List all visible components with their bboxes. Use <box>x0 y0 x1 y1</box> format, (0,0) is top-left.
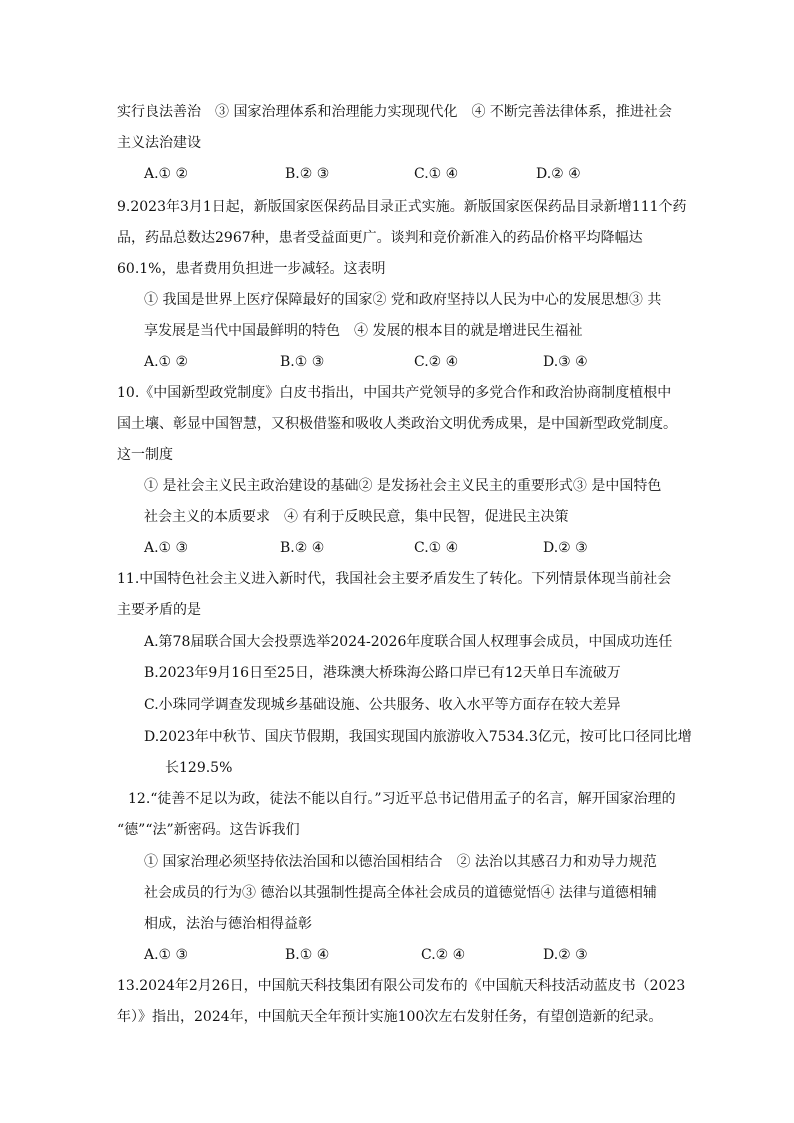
q9-option-c[interactable]: C.② ④ <box>414 354 459 370</box>
q9-statement-line-2: 享发展是当代中国最鲜明的特色 ④ 发展的根本目的就是增进民生福祉 <box>144 323 583 339</box>
q12-stem-line-1: 12.“徒善不足以为政，徒法不能以自行。”习近平总书记借用孟子的名言，解开国家治理的 <box>128 791 676 807</box>
q10-stem-line-2: 国土壤、彰显中国智慧，又积极借鉴和吸收人类政治文明优秀成果，是中国新型政党制度。 <box>117 416 677 432</box>
q8-statement-line-1: 实行良法善治 ③ 国家治理体系和治理能力实现现代化 ④ 不断完善法律体系，推进社会 <box>117 104 672 120</box>
q8-option-c[interactable]: C.① ④ <box>414 166 459 182</box>
q11-stem-line-2: 主要矛盾的是 <box>117 602 201 618</box>
q9-stem-line-1: 9.2023年3月1日起，新版国家医保药品目录正式实施。新版国家医保药品目录新增111个药 <box>117 199 687 215</box>
q8-statement-line-2: 主义法治建设 <box>117 135 201 151</box>
q10-stem-line-1: 10.《中国新型政党制度》白皮书指出，中国共产党领导的多党合作和政治协商制度植根中 <box>117 385 672 401</box>
q9-statement-line-1: ① 我国是世界上医疗保障最好的国家② 党和政府坚持以人民为中心的发展思想③ 共 <box>144 292 662 308</box>
q10-statement-line-1: ① 是社会主义民主政治建设的基础② 是发扬社会主义民主的重要形式③ 是中国特色 <box>144 478 662 494</box>
q11-stem-line-1: 11.中国特色社会主义进入新时代，我国社会主要矛盾发生了转化。下列情景体现当前社会 <box>117 571 672 587</box>
q9-option-b[interactable]: B.① ③ <box>280 354 325 370</box>
q12-option-a[interactable]: A.① ③ <box>144 947 189 963</box>
q11-choice-c[interactable]: C.小珠同学调查发现城乡基础设施、公共服务、收入水平等方面存在较大差异 <box>144 697 621 713</box>
q12-stem-line-2: “德”“法”新密码。这告诉我们 <box>117 822 300 838</box>
q10-stem-line-3: 这一制度 <box>117 447 173 463</box>
q13-stem-line-1: 13.2024年2月26日，中国航天科技集团有限公司发布的《中国航天科技活动蓝皮书（2023 <box>117 978 686 994</box>
q9-stem-line-3: 60.1%，患者费用负担进一步减轻。这表明 <box>117 261 386 277</box>
q8-option-a[interactable]: A.① ② <box>144 166 189 182</box>
q11-choice-d-line-1[interactable]: D.2023年中秋节、国庆节假期，我国实现国内旅游收入7534.3亿元，按可比口径同比增 <box>144 729 692 745</box>
q10-option-d[interactable]: D.② ③ <box>543 540 588 556</box>
q12-statement-line-2: 社会成员的行为③ 德治以其强制性提高全体社会成员的道德觉悟④ 法律与道德相辅 <box>144 885 657 901</box>
q11-choice-a[interactable]: A.第78届联合国大会投票选举2024-2026年度联合国人权理事会成员，中国成功连任 <box>144 634 673 650</box>
q9-option-a[interactable]: A.① ② <box>144 354 189 370</box>
q9-stem-line-2: 品，药品总数达2967种，患者受益面更广。谈判和竞价新准入的药品价格平均降幅达 <box>117 230 643 246</box>
q13-stem-line-2: 年）》指出，2024年，中国航天全年预计实施100次左右发射任务，有望创造新的纪录。 <box>117 1009 663 1025</box>
q8-option-b[interactable]: B.② ③ <box>285 166 330 182</box>
q10-option-b[interactable]: B.② ④ <box>280 540 325 556</box>
q11-choice-b[interactable]: B.2023年9月16日至25日，港珠澳大桥珠海公路口岸已有12天单日车流破万 <box>144 665 621 681</box>
q10-option-a[interactable]: A.① ③ <box>144 540 189 556</box>
q11-choice-d-line-2: 长129.5% <box>165 760 233 776</box>
q9-option-d[interactable]: D.③ ④ <box>543 354 588 370</box>
q10-statement-line-2: 社会主义的本质要求 ④ 有利于反映民意，集中民智，促进民主决策 <box>144 509 569 525</box>
q12-option-b[interactable]: B.① ④ <box>285 947 330 963</box>
q12-option-d[interactable]: D.② ③ <box>543 947 588 963</box>
q12-option-c[interactable]: C.② ④ <box>421 947 466 963</box>
q10-option-c[interactable]: C.① ④ <box>414 540 459 556</box>
q12-statement-line-1: ① 国家治理必须坚持依法治国和以德治国相结合 ② 法治以其感召力和劝导力规范 <box>144 854 657 870</box>
q12-statement-line-3: 相成，法治与德治相得益彰 <box>144 916 312 932</box>
q8-option-d[interactable]: D.② ④ <box>536 166 581 182</box>
